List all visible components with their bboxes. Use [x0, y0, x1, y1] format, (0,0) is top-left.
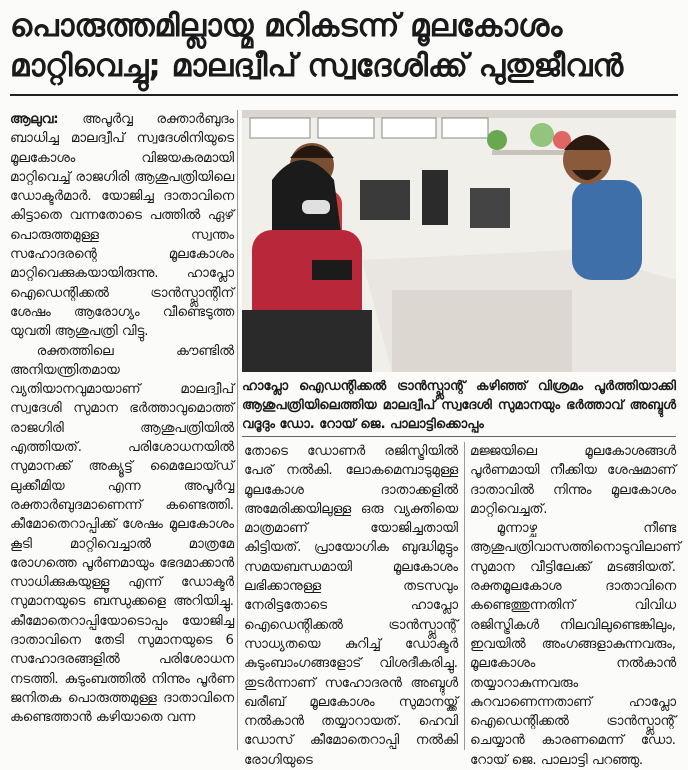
column-2-text: തോടെ ഡോണർ രജിസ്ട്രിയിൽ പേര് നൽകി. ലോകമെമ്പാടുമുള്ള മൂലകോശ ദാതാക്കളിൽ അമേരിക്കയിലുള്ള ഒരു വ്യക്തിയെ മാത്രമാണ് യോജിച്ചതായി കിട്ടിയത്. പ്രായോഗിക ബുദ്ധിമുട്ടും സമയബന്ധമായി മൂലകോശം ലഭിക്കാനുള്ള തടസവും നേരിട്ടതോടെ ഹാപ്ലോ ഐഡെന്റിക്കൽ ട്രാൻസ്പ്ലാന്റ് സാധ്യതയെ കുറിച്ച് ഡോക്ടർ കുടുംബാംഗങ്ങളോട് വിശദീകരിച്ചു. തുടർന്നാണ് സഹോദരൻ അബ്ദുൾ ഖരീബ് മൂലകോശം സുമാനയ്ക്ക് നൽകാൻ തയ്യാറായത്. ഹെവി ഡോസ് കീമോതെറാപ്പി നൽകി രോഗിയുടെ [244, 444, 458, 768]
column-divider-2 [464, 442, 465, 750]
column-1 [10, 110, 234, 728]
column-3 [470, 442, 681, 770]
headline-line-2: മാറ്റിവെച്ചു; മാലദ്വീപ് സ്വദേശിക്ക് പുതുജീവൻ [10, 48, 624, 84]
caption-rule [242, 436, 676, 437]
photo-illustration [242, 110, 676, 372]
column-3-para-2: മൂന്നാഴ്ച നീണ്ട ആശുപത്രിവാസത്തിനൊടുവിലാണ് സുമാന വീട്ടിലേക്ക് മടങ്ങിയത്. രക്തമൂലകോശ ദാതാവിനെ കണ്ടെത്തുന്നതിന് വിവിധ രജിസ്ട്രികൾ നിലവിലുണ്ടെങ്കിലും, ഇവയിൽ അംഗങ്ങളാകുന്നവരും, മൂലകോശം നൽകാൻ തയ്യാറാകുന്നവരും കുറവാണെന്നതാണ് ഹാപ്ലോ ഐഡെന്റിക്കൽ ട്രാൻസ്പ്ലാന്റ് ചെയ്യാൻ കാരണമെന്ന് ഡോ. റോയ് ജെ. പാലാട്ടി പറഞ്ഞു. [470, 521, 681, 768]
column-1-para-1: അപൂർവ്വ രക്താർബുദം ബാധിച്ച മാലദ്വീപ് സ്വദേശിനിയുടെ മൂലകോശം വിജയകരമായി മാറ്റിവെച്ച് രാജഗിരി ആശുപത്രിയിലെ ഡോക്ടർമാർ. യോജിച്ച ദാതാവിനെ കിട്ടാതെ വന്നതോടെ പത്തിൽ ഏഴ് പൊരുത്തമുള്ള സ്വന്തം സഹോദരന്റെ മൂലകോശം മാറ്റിവെക്കുകയായിരുന്നു. ഹാപ്ലോ ഐഡെന്റിക്കൽ ട്രാൻസ്പ്ലാന്റിന് ശേഷം ആരോഗ്യം വീണ്ടെടുത്ത യുവതി ആശുപത്രി വിട്ടു. [10, 112, 234, 340]
column-2 [244, 442, 458, 770]
headline-rule [10, 94, 678, 96]
dateline: ആലുവ: [10, 112, 59, 127]
news-photo [242, 110, 676, 372]
column-1-para-2: രക്തത്തിലെ കൗണ്ടിൽ അനിയന്ത്രിതമായ വ്യതിയാനവുമായാണ് മാലദ്വീപ് സ്വദേശി സുമാന ഭർത്താവുമൊത്ത് രാജഗിരി ആശുപത്രിയിൽ എത്തിയത്. പരിശോധനയിൽ സുമാനക്ക് അക്യൂട്ട് മൈലോയ്ഡ് ലുക്കീമിയ എന്ന അപൂർവ്വ രക്താർബുദമാണെന്ന് കണ്ടെത്തി. കീമോതെറാപ്പിക്ക് ശേഷം മൂലകോശം കൂടി മാറ്റിവെച്ചാൽ മാത്രമേ രോഗത്തെ പൂർണമായും ഭേദമാക്കാൻ സാധിക്കുകയുള്ളൂ എന്ന് ഡോക്ടർ സുമാനയുടെ ബന്ധുക്കളെ അറിയിച്ചു. കീമോതെറാപ്പിയോടൊപ്പം യോജിച്ച ദാതാവിനെ തേടി സുമാനയുടെ 6 സഹോദരങ്ങളിൽ പരിശോധന നടത്തി. കുടുംബത്തിൽ നിന്നും പൂർണ ജനിതക പൊരുത്തമുള്ള ദാതാവിനെ കണ്ടെത്താൻ കഴിയാതെ വന്ന [10, 343, 234, 726]
headline [10, 6, 680, 86]
photo-caption: ഹാപ്ലോ ഐഡന്റിക്കൽ ട്രാൻസ്പ്ലാന്റ് കഴിഞ്ഞ് വിശ്രമം പൂർത്തിയാക്കി ആശുപത്രിയിലെത്തിയ മാലദ്വീപ് സ്വദേശി സുമാനയും ഭർത്താവ് അബ്ദുൾ വദൂദും ഡോ. റോയ് ജെ. പാലാട്ടിക്കൊപ്പം [242, 379, 676, 432]
headline-line-1: പൊരുത്തമില്ലായ്മ മറികടന്ന് മൂലകോശം [10, 8, 563, 44]
column-divider-1 [237, 110, 238, 750]
column-3-para-1: മജ്ജയിലെ മൂലകോശങ്ങൾ പൂർണമായി നീക്കിയ ശേഷമാണ് ദാതാവിൽ നിന്നും മൂലകോശം മാറ്റിവെച്ചത്. [470, 444, 676, 517]
